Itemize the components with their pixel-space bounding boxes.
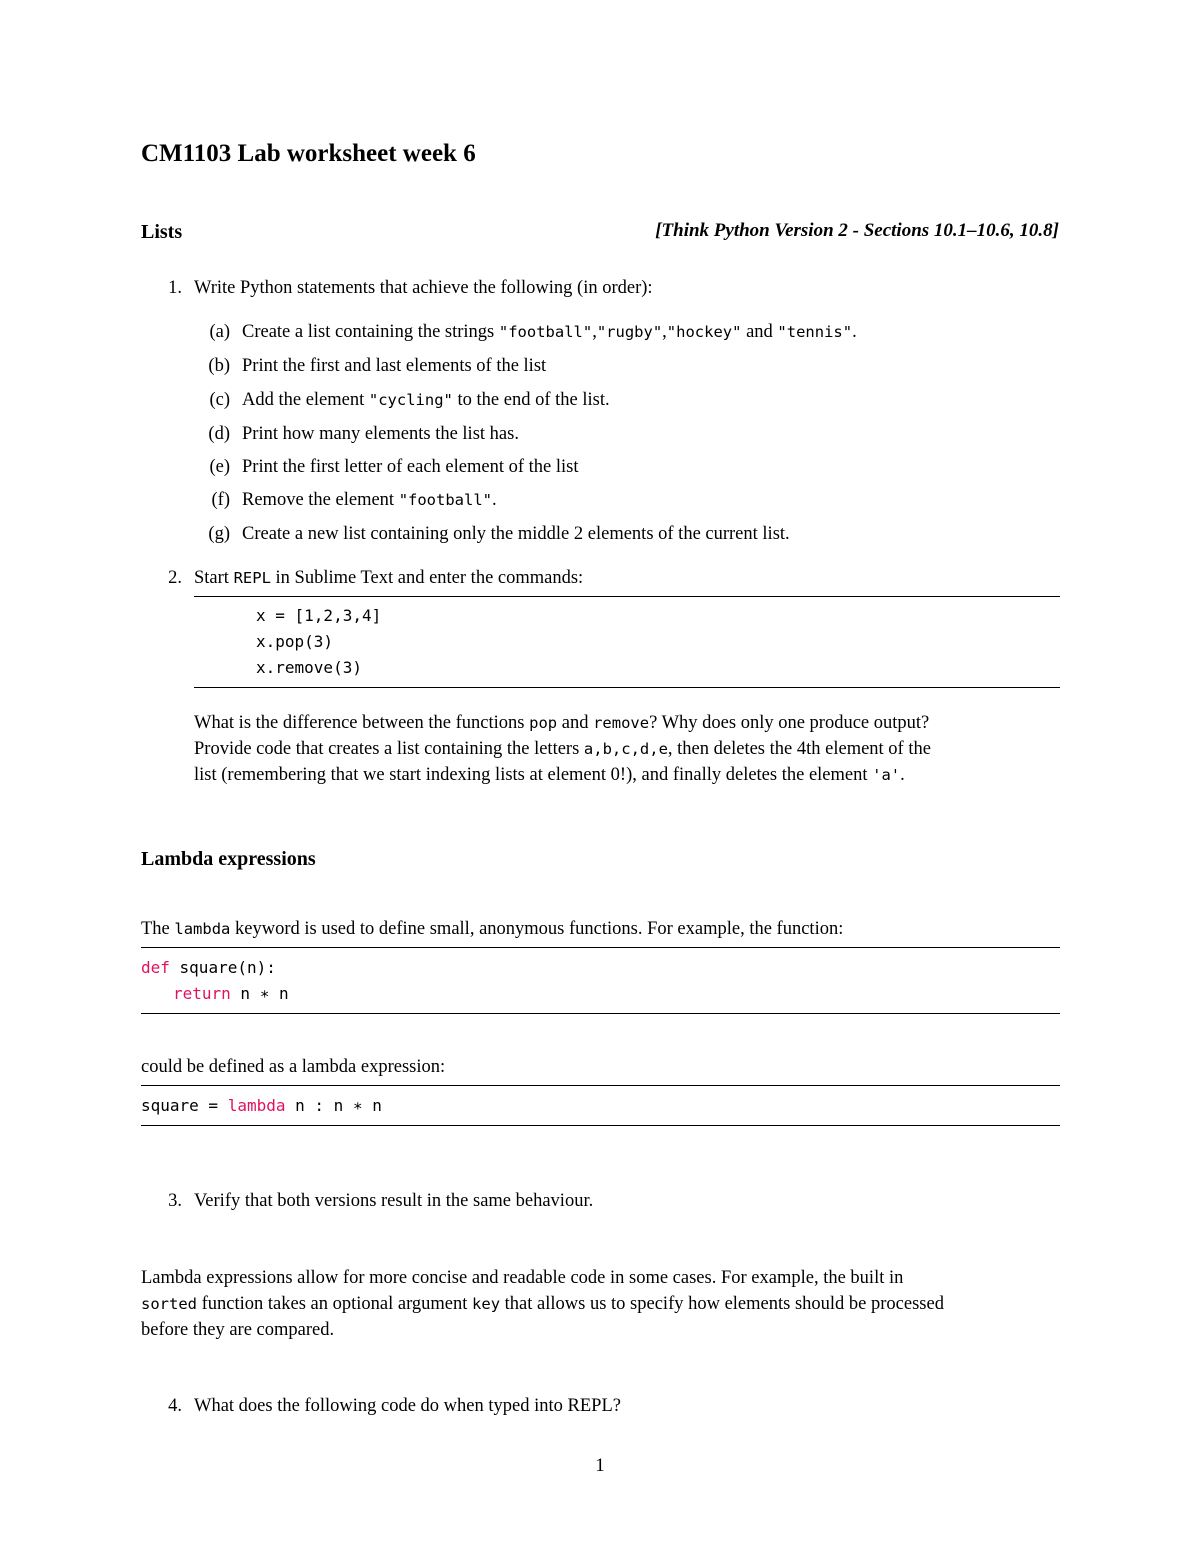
lambda-paragraph-line2: sorted function takes an optional argument key that allows us to specify how elements should be processed — [141, 1294, 944, 1314]
lambda-paragraph-line1: Lambda expressions allow for more concise and readable code in some cases. For example, the built in — [141, 1268, 904, 1288]
list-item-c: (c) Add the element "cycling" to the end of the list. — [209, 390, 610, 410]
code-rule-bottom — [141, 1013, 1060, 1014]
code-rule-top — [194, 596, 1060, 597]
lambda-intro: The lambda keyword is used to define small, anonymous functions. For example, the function: — [141, 919, 844, 939]
code-rule-bottom — [194, 687, 1060, 688]
code-rule-bottom — [141, 1125, 1060, 1126]
code-rule-top — [141, 1085, 1060, 1086]
q2-paragraph-line1: What is the difference between the functions pop and remove? Why does only one produce output? — [194, 713, 930, 733]
page-title: CM1103 Lab worksheet week 6 — [141, 140, 476, 167]
list-item-a: (a) Create a list containing the strings "football","rugby","hockey" and "tennis". — [209, 322, 857, 342]
list-item-f: (f) Remove the element "football". — [211, 490, 497, 510]
question-1 — [158, 275, 653, 301]
q2-paragraph-line2: Provide code that creates a list containing the letters a,b,c,d,e, then deletes the 4th element of the — [194, 739, 931, 759]
lists-reference: [Think Python Version 2 - Sections 10.1–10.6, 10.8] — [655, 220, 1059, 241]
code-line: square = lambda n : n ∗ n — [141, 1096, 382, 1115]
code-line: x.pop(3) — [256, 632, 334, 651]
list-item-e: (e) Print the first letter of each element of the list — [209, 457, 579, 477]
code-line: x.remove(3) — [256, 658, 362, 677]
question-4: 4. What does the following code do when typed into REPL? — [168, 1396, 621, 1416]
code-rule-top — [141, 947, 1060, 948]
lists-heading: Lists — [141, 221, 183, 243]
question-3: 3. Verify that both versions result in the same behaviour. — [168, 1191, 594, 1211]
list-item-g: (g) Create a new list containing only the middle 2 elements of the current list. — [208, 524, 790, 544]
lambda-heading: Lambda expressions — [141, 848, 316, 870]
q2-paragraph-line3: list (remembering that we start indexing lists at element 0!), and finally deletes the element 'a'. — [194, 765, 905, 785]
question-2: 2. Start REPL in Sublime Text and enter the commands: — [168, 568, 584, 588]
question-text: Write Python statements that achieve the following (in order): — [194, 278, 653, 298]
code-line: def square(n): — [141, 958, 276, 977]
lambda-definition-text: could be defined as a lambda expression: — [141, 1057, 446, 1077]
question-number: 1. — [168, 278, 182, 298]
list-item-b: (b) Print the first and last elements of the list — [208, 356, 547, 376]
code-line: x = [1,2,3,4] — [256, 606, 382, 625]
lambda-paragraph-line3: before they are compared. — [141, 1320, 335, 1340]
page-number: 1 — [595, 1455, 605, 1476]
list-item-d: (d) Print how many elements the list has. — [208, 424, 519, 444]
code-line: return n ∗ n — [173, 984, 289, 1003]
